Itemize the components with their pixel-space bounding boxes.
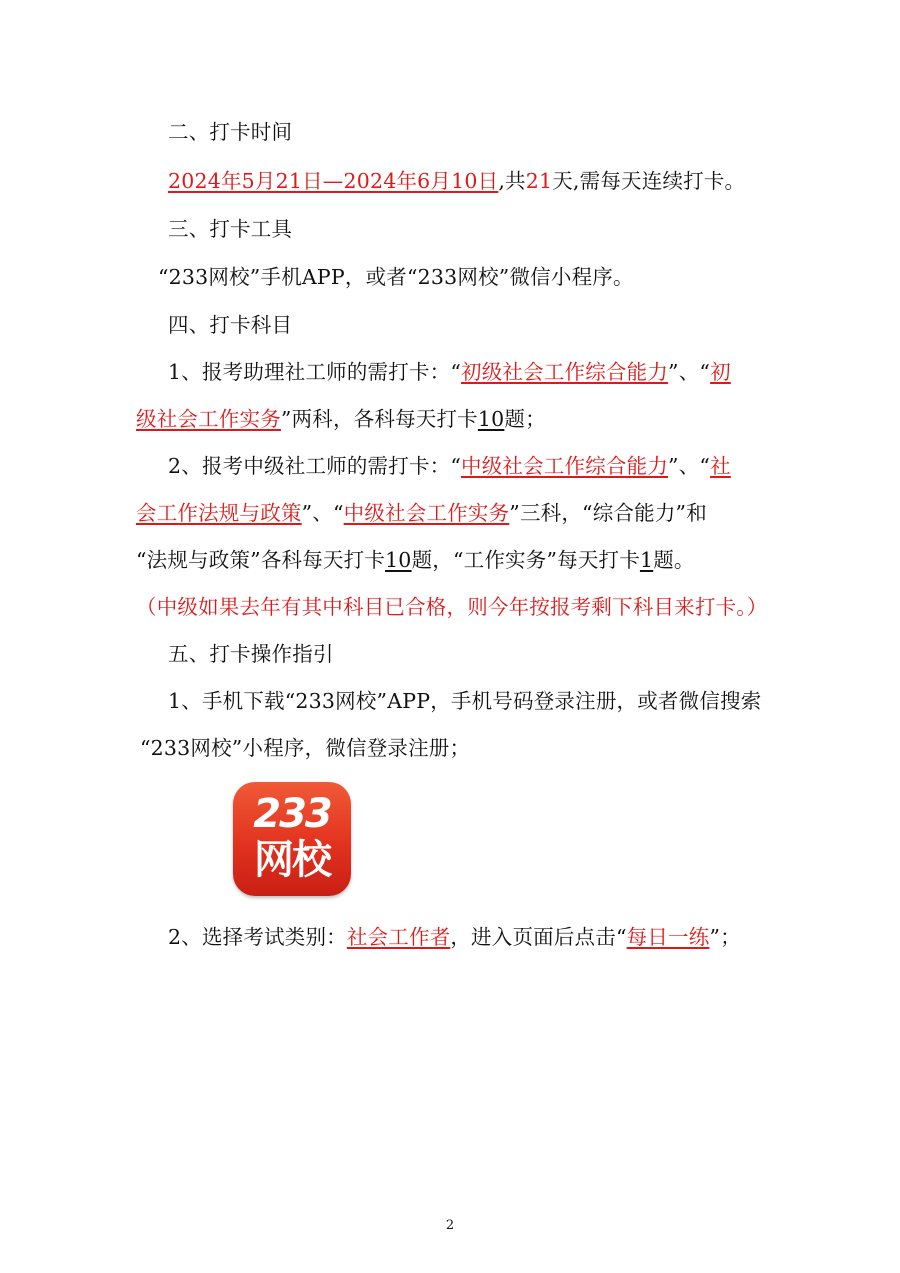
logo-text-233: 233: [253, 791, 331, 837]
section-heading-check-in-tool: 三、打卡工具: [168, 217, 293, 241]
guide-step1-line1: 1、手机下载“233网校”APP，手机号码登录注册，或者微信搜索: [168, 689, 762, 713]
check-in-time-text: 2024年5月21日—2024年6月10日,共21天,需每天连续打卡。: [168, 169, 746, 193]
days-count: 21: [525, 169, 553, 193]
guide-step2: 2、选择考试类别：社会工作者，进入页面后点击“每日一练”；: [168, 925, 741, 949]
section-heading-operation-guide: 五、打卡操作指引: [168, 642, 334, 666]
subject-link[interactable]: 中级社会工作实务: [343, 501, 510, 525]
page-number: 2: [445, 1218, 455, 1233]
subjects-item1-line1: 1、报考助理社工师的需打卡：“初级社会工作综合能力”、“初: [168, 360, 731, 384]
logo-text-wangxiao: 网校: [254, 837, 330, 883]
subjects-note: （中级如果去年有其中科目已合格，则今年按报考剩下科目来打卡。）: [136, 595, 768, 619]
section-heading-check-in-time: 二、打卡时间: [168, 120, 293, 144]
date-range: 2024年5月21日—2024年6月10日: [168, 169, 499, 193]
daily-practice-link[interactable]: 每日一练: [626, 925, 710, 949]
check-in-tool-text: “233网校”手机APP，或者“233网校”微信小程序。: [158, 265, 634, 289]
guide-step1-line2: “233网校”小程序，微信登录注册；: [140, 736, 471, 760]
question-count: 10: [477, 407, 505, 431]
subject-link[interactable]: 会工作法规与政策: [136, 501, 302, 525]
subject-link[interactable]: 级社会工作实务: [136, 407, 281, 431]
question-count: 1: [639, 548, 654, 572]
subjects-item1-line2: 级社会工作实务”两科，各科每天打卡10题；: [136, 407, 546, 431]
subjects-item2-line3: “法规与政策”各科每天打卡10题，“工作实务”每天打卡1题。: [136, 548, 695, 572]
subject-link[interactable]: 中级社会工作综合能力: [461, 454, 669, 478]
app-logo-233: [233, 782, 351, 896]
section-heading-check-in-subjects: 四、打卡科目: [168, 313, 293, 337]
subjects-item2-line2: 会工作法规与政策”、“中级社会工作实务”三科，“综合能力”和: [136, 501, 707, 525]
subject-link[interactable]: 初级社会工作综合能力: [461, 360, 669, 384]
subject-link[interactable]: 初: [710, 360, 731, 384]
question-count: 10: [385, 548, 412, 572]
subjects-item2-line1: 2、报考中级社工师的需打卡：“中级社会工作综合能力”、“社: [168, 454, 731, 478]
subject-link[interactable]: 社: [710, 454, 731, 478]
exam-category-link[interactable]: 社会工作者: [346, 925, 451, 949]
